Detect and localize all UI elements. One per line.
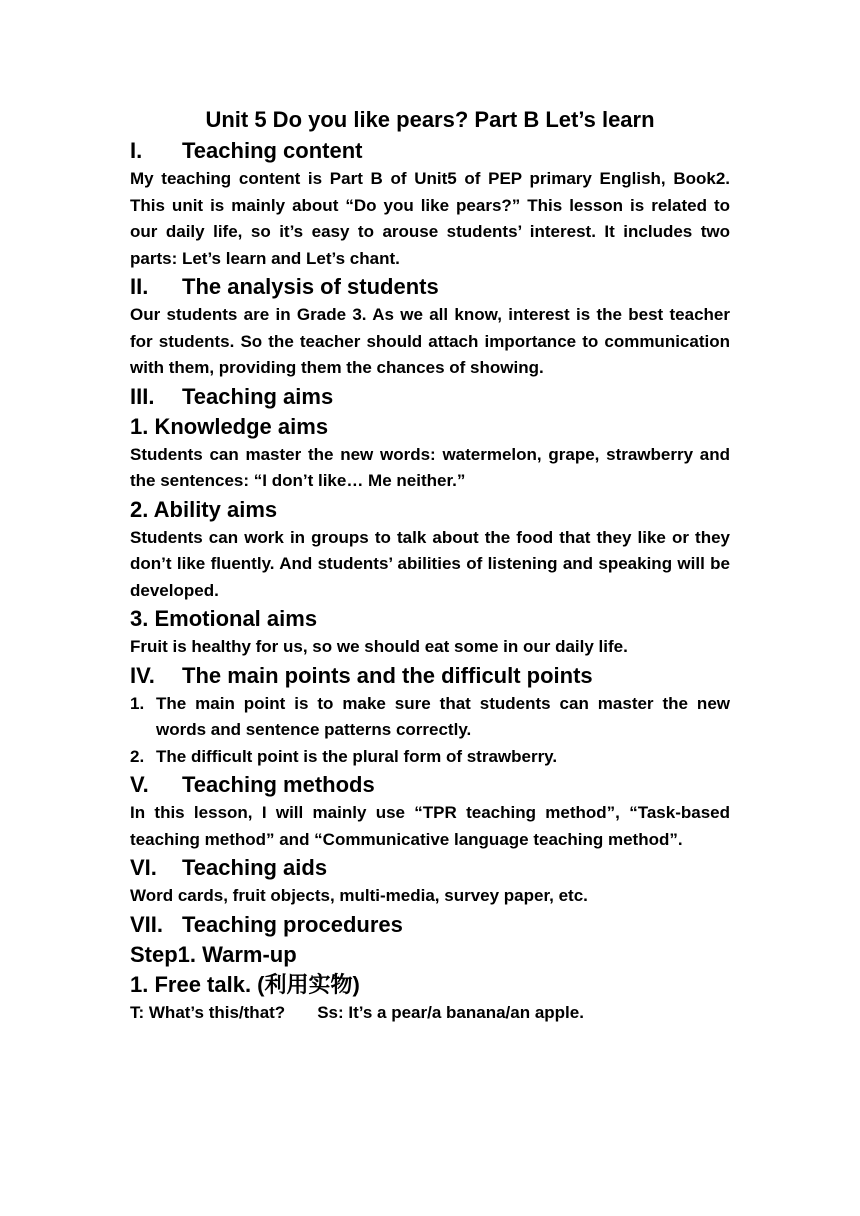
ability-aims-heading: 2. Ability aims — [130, 496, 278, 522]
section-heading-teaching-procedures — [130, 910, 730, 940]
section-heading-teaching-content — [130, 136, 730, 166]
section-number: I. — [130, 138, 143, 163]
knowledge-aims-heading: 1. Knowledge aims — [130, 413, 329, 439]
list-item-text: The main point is to make sure that students can master the new words and sentence patterns correctly. — [156, 693, 730, 739]
section-title: Teaching aids — [182, 855, 328, 880]
section-title: The main points and the difficult points — [182, 662, 593, 688]
teaching-aids-text: Word cards, fruit objects, multi-media, survey paper, etc. — [130, 886, 588, 905]
emotional-aims-text: Fruit is healthy for us, so we should eat some in our daily life. — [130, 637, 628, 656]
section-title: The analysis of students — [182, 274, 439, 299]
knowledge-aims-text: Students can master the new words: watermelon, grape, strawberry and the sentences: “I don’t like… Me neither.” — [130, 444, 730, 490]
section-number: VI. — [130, 855, 157, 880]
teacher-line: T: What’s this/that? — [130, 1002, 286, 1022]
step1-heading: Step1. Warm-up — [130, 941, 297, 967]
section-title: Teaching methods — [182, 772, 375, 797]
section-number: III. — [130, 383, 155, 409]
document-title: Unit 5 Do you like pears? Part B Let’s learn — [205, 107, 655, 132]
free-talk-heading: 1. Free talk. (利用实物) — [130, 971, 360, 997]
section-title: Teaching procedures — [182, 911, 403, 937]
section-heading-analysis-of-students — [130, 272, 730, 302]
student-line: Ss: It’s a pear/a banana/an apple. — [317, 1002, 584, 1022]
ability-aims-text: Students can work in groups to talk about the food that they like or they don’t like fluently. And students’ abilities of listening and speaking will be developed. — [130, 527, 730, 600]
list-item — [130, 744, 730, 771]
section-number: II. — [130, 274, 149, 299]
emotional-aims-heading: 3. Emotional aims — [130, 606, 318, 631]
section-title: Teaching aims — [182, 383, 334, 409]
teaching-content-text: My teaching content is Part B of Unit5 of PEP primary English, Book2. This unit is mainly about “Do you like pears?” This lesson is related to our daily life, so it’s easy to arouse students’ interest. It includes two parts: Let’s learn and Let’s chant. — [130, 169, 730, 268]
teaching-methods-text: In this lesson, I will mainly use “TPR teaching method”, “Task-based teaching method” and “Communicative language teaching method”. — [130, 803, 730, 849]
section-number: VII. — [130, 911, 164, 937]
document-page — [130, 104, 730, 1026]
section-number: V. — [130, 772, 149, 797]
section-heading-teaching-aids — [130, 853, 730, 883]
list-item-text: The difficult point is the plural form of strawberry. — [156, 746, 558, 766]
analysis-of-students-text: Our students are in Grade 3. As we all know, interest is the best teacher for students. So the teacher should attach importance to communication with them, providing them the chances of showing. — [130, 305, 730, 377]
section-heading-teaching-methods — [130, 770, 730, 800]
section-heading-main-and-difficult-points — [130, 661, 730, 691]
list-item-number: 1. — [130, 693, 145, 713]
list-item — [130, 691, 730, 744]
section-heading-teaching-aims — [130, 382, 730, 412]
list-item-number: 2. — [130, 746, 145, 766]
section-number: IV. — [130, 662, 155, 688]
section-title: Teaching content — [182, 138, 363, 163]
dialog-line — [130, 1000, 730, 1027]
